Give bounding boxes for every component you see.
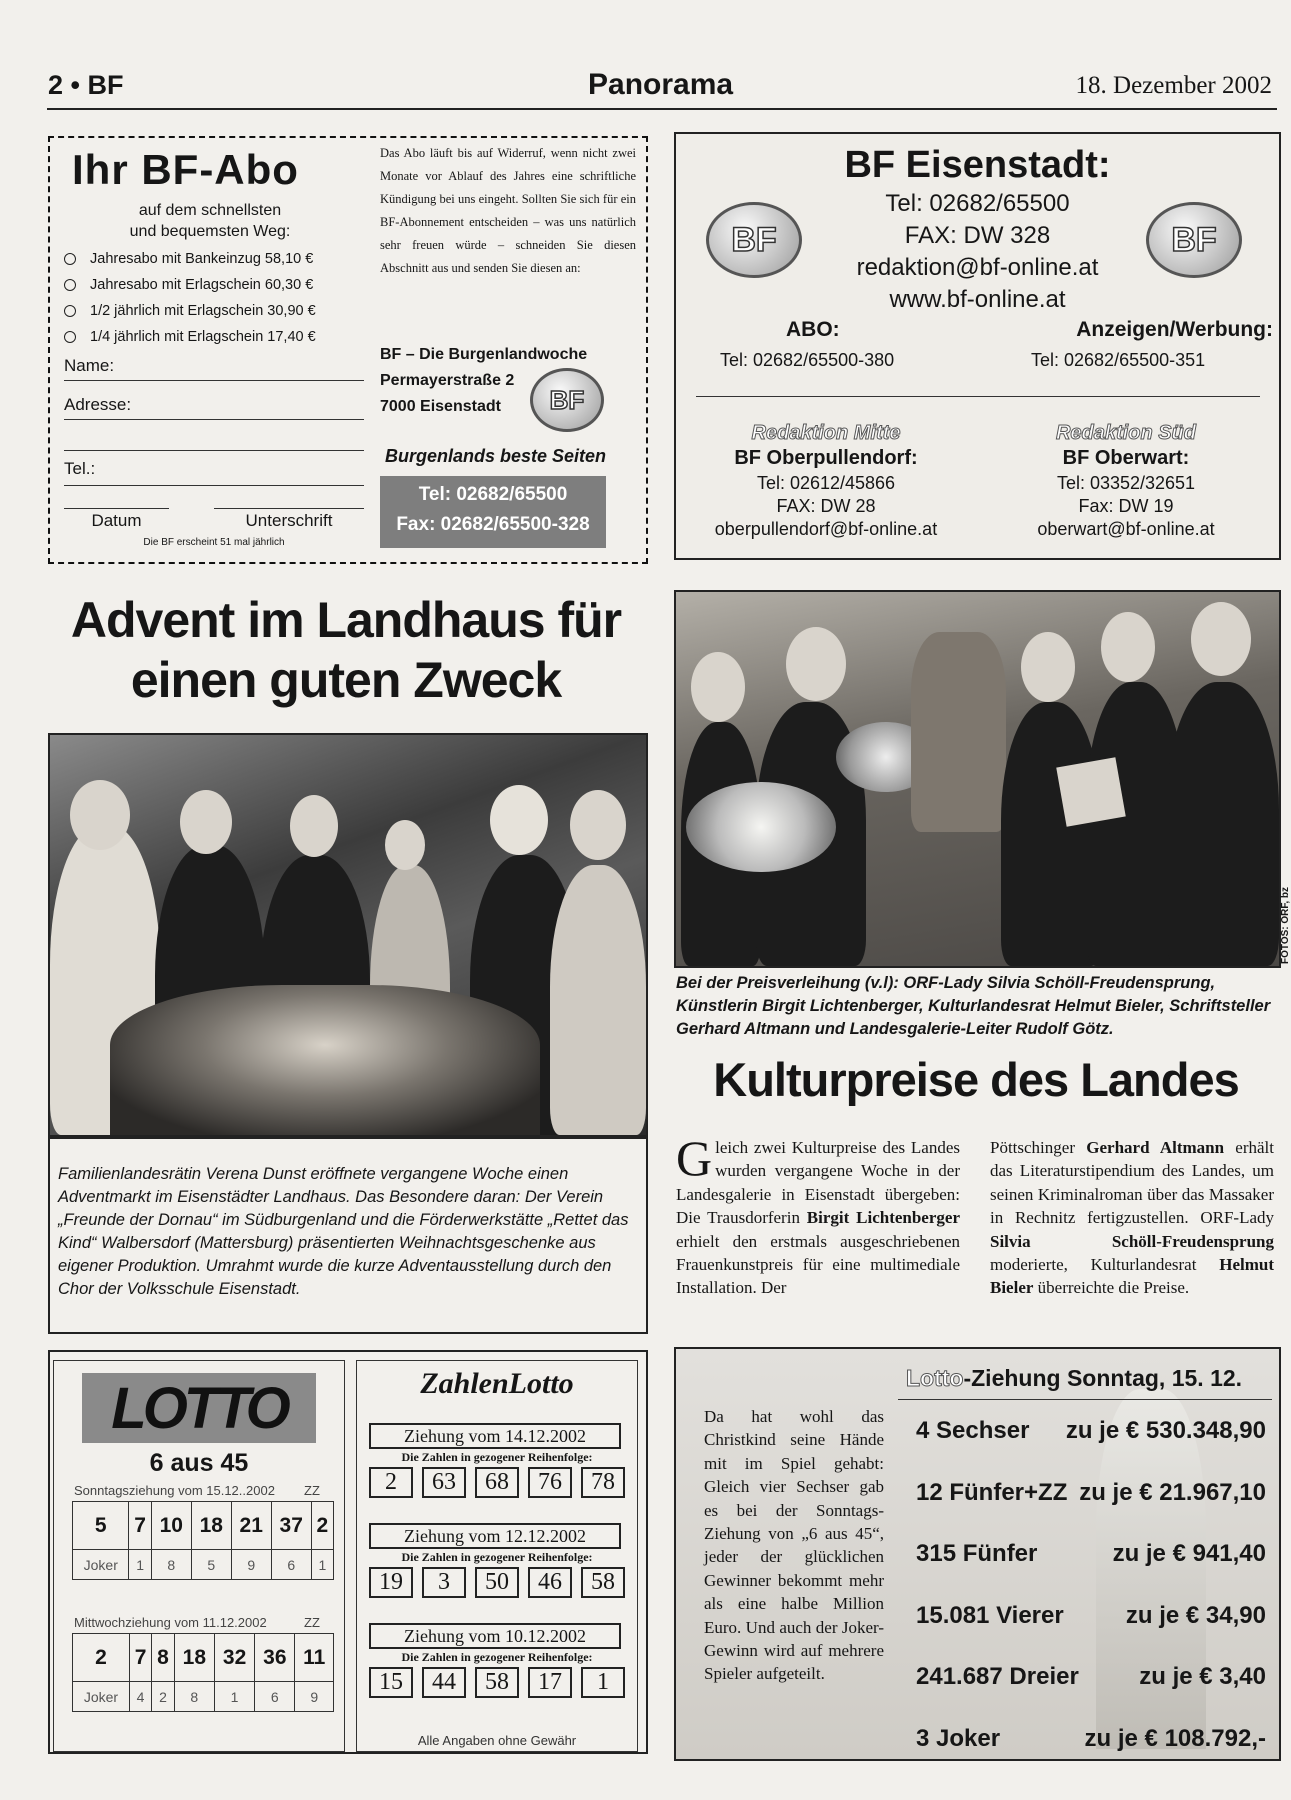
abo-option[interactable]: 1/4 jährlich mit Erlagschein 17,40 € — [64, 324, 316, 350]
abo-subtitle: auf dem schnellsten und bequemsten Weg: — [129, 202, 291, 240]
kultur-photo — [674, 590, 1281, 968]
abo-tel: Tel: 02682/65500-380 — [720, 350, 895, 370]
sunday-numbers: 5 7 10 18 21 37 2 Joker 1 8 5 9 6 1 — [72, 1501, 334, 1580]
office-sued: Redaktion Süd BF Oberwart: Tel: 03352/32651 Fax: DW 19 oberwart@bf-online.at — [976, 422, 1276, 541]
advent-photo — [48, 733, 648, 1137]
name-field[interactable]: Name: — [64, 356, 364, 381]
radio-button[interactable] — [64, 253, 76, 265]
winnings-row: 241.687 Dreier zu je € 3,40 — [916, 1663, 1266, 1690]
abo-label: ABO: — [786, 318, 840, 341]
advent-caption-box — [48, 1137, 648, 1334]
office-mitte: Redaktion Mitte BF Oberpullendorf: Tel: 02612/45866 FAX: DW 28 oberpullendorf@bf-online.at — [676, 422, 976, 541]
bf-logo: BF — [530, 368, 604, 432]
lotto-game: 6 aus 45 — [149, 1449, 249, 1477]
winnings-row: 12 Fünfer+ZZ zu je € 21.967,10 — [916, 1478, 1266, 1506]
date-field[interactable]: Datum — [64, 508, 169, 531]
ads-label: Anzeigen/Werbung: — [1076, 318, 1273, 341]
winnings-row: 4 Sechser zu je € 530.348,90 — [916, 1417, 1266, 1444]
signature-field[interactable]: Unterschrift — [214, 508, 364, 531]
tel-field[interactable]: Tel.: — [64, 459, 364, 486]
zahlenlotto — [356, 1360, 638, 1752]
advent-caption: Familienlandesrätin Verena Dunst eröffnete vergangene Woche einen Adventmarkt im Eisenstädter Landhaus. Das Besondere daran: Der Verein „Freunde der Dornau“ im Südburgenland und die Förderwerkstätte „Rettet das Kind“ Walbersdorf (Mattersburg) präsentierten Weihnachtsgeschenke aus eigener Produktion. Umrahmt wurde die kurze Adventausstellung durch den Chor der Volksschule Eisenstadt. — [58, 1165, 629, 1298]
section-title: Panorama — [588, 68, 734, 101]
radio-button[interactable] — [64, 279, 76, 291]
winnings-row: 3 Joker zu je € 108.792,- — [916, 1724, 1266, 1752]
draw-3: Ziehung vom 10.12.2002 Die Zahlen in gezogener Reihenfolge: 15 44 58 17 1 — [369, 1623, 625, 1698]
bf-logo-left: BF — [706, 202, 802, 278]
kultur-col-1: Gleich zwei Kulturpreise des Landes wurden vergangene Woche in der Landesgalerie in Eisenstadt übergeben: Die Trausdorferin Birgit Lichtenberger erhielt den erstmals ausgeschriebenen Frauenkunstpreis für eine multimediale Installation. Der — [676, 1130, 960, 1298]
abo-option[interactable]: 1/2 jährlich mit Erlagschein 30,90 € — [64, 298, 316, 324]
abo-option[interactable]: Jahresabo mit Erlagschein 60,30 € — [64, 272, 316, 298]
sued-email[interactable]: oberwart@bf-online.at — [1037, 519, 1215, 539]
lotto-winnings — [674, 1347, 1281, 1761]
drop-cap: G — [676, 1130, 713, 1186]
page-number: 2 • BF — [48, 70, 124, 100]
photo-credit: FOTOS: ORF, bz — [1280, 886, 1291, 964]
zz-label-2: ZZ — [304, 1615, 320, 1630]
kultur-headline: Kulturpreise des Landes — [713, 1053, 1239, 1106]
draw-1: Ziehung vom 14.12.2002 Die Zahlen in gezogener Reihenfolge: 2 63 68 76 78 — [369, 1423, 625, 1498]
abo-terms: Das Abo läuft bis auf Widerruf, wenn nicht zwei Monate vor Ablauf des Jahres eine schriftliche Kündigung bei uns eingeht. Sollten Sie sich für ein BF-Abonnement entscheiden – was uns natürlich sehr freuen würde – schneiden Sie diesen Abschnitt aus und senden Sie diesen an: — [380, 146, 636, 275]
title-rule — [898, 1399, 1272, 1400]
issue-date: 18. Dezember 2002 — [1075, 72, 1272, 99]
contact-email[interactable]: redaktion@bf-online.at — [856, 254, 1099, 281]
contact-main: Tel: 02682/65500 FAX: DW 328 redaktion@bf-online.at www.bf-online.at — [676, 188, 1279, 316]
advent-headline: Advent im Landhaus für einen guten Zweck — [70, 592, 622, 708]
contact-divider — [696, 396, 1260, 397]
header-rule — [47, 108, 1277, 110]
address-field-2[interactable] — [64, 428, 364, 451]
contact-web[interactable]: www.bf-online.at — [889, 286, 1066, 313]
abo-title: Ihr BF-Abo — [72, 146, 299, 193]
winnings-row: 315 Fünfer zu je € 941,40 — [916, 1540, 1266, 1567]
disclaimer: Alle Angaben ohne Gewähr — [417, 1733, 577, 1748]
winnings-row: 15.081 Vierer zu je € 34,90 — [916, 1601, 1266, 1629]
winnings-title: Lotto-Ziehung Sonntag, 15. 12. — [906, 1365, 1243, 1391]
zz-label: ZZ — [304, 1483, 320, 1498]
abo-form — [64, 356, 364, 548]
radio-button[interactable] — [64, 331, 76, 343]
address-field[interactable]: Adresse: — [64, 395, 364, 420]
contact-box — [674, 132, 1281, 560]
wed-label: Mittwochziehung vom 11.12.2002 — [74, 1615, 267, 1630]
abo-slogan: Burgenlands beste Seiten — [385, 446, 607, 466]
abo-contact-box: Tel: 02682/65500 Fax: 02682/65500-328 — [380, 476, 606, 548]
contact-title: BF Eisenstadt: — [844, 144, 1111, 186]
page-header — [48, 70, 1278, 106]
wed-numbers: 2 7 8 18 32 36 11 Joker 4 2 8 1 6 9 — [72, 1633, 334, 1712]
mitte-email[interactable]: oberpullendorf@bf-online.at — [714, 519, 938, 539]
kultur-photo-caption: Bei der Preisverleihung (v.l): ORF-Lady Silvia Schöll-Freudensprung, Künstlerin Birgit Lichtenberger, Kulturlandesrat Helmut Bieler, Schriftsteller Gerhard Altmann und Landesgalerie-Leiter Rudolf Götz. — [676, 974, 1271, 1038]
draw-2: Ziehung vom 12.12.2002 Die Zahlen in gezogener Reihenfolge: 19 3 50 46 58 — [369, 1523, 625, 1598]
kultur-col-2: Pöttschinger Gerhard Altmann erhält das Literaturstipendium des Landes, um seinen Kriminalroman über das Massaker in Rechnitz fertigzustellen. ORF-Lady Silvia Schöll-Freudensprung moderierte, Kulturlandesrat Helmut Bieler überreichte die Preise. — [990, 1138, 1275, 1298]
ads-tel: Tel: 02682/65500-351 — [1031, 350, 1206, 370]
lotto-panel — [48, 1350, 648, 1754]
subscription-coupon — [48, 136, 648, 564]
abo-options — [64, 246, 316, 350]
bf-logo-right: BF — [1146, 202, 1242, 278]
zahlenlotto-logo: ZahlenLotto — [420, 1367, 574, 1400]
winnings-table — [916, 1417, 1266, 1765]
abo-option[interactable]: Jahresabo mit Bankeinzug 58,10 € — [64, 246, 316, 272]
abo-address: BF – Die Burgenlandwoche Permayerstraße 2 7000 Eisenstadt — [380, 346, 588, 415]
winnings-text: Da hat wohl das Christkind seine Hände mit im Spiel gehabt: Gleich vier Sechser gab es bei der Sonntags-Ziehung von „6 aus 45“, jeder der glücklichen Gewinner bekommt mehr als eine halbe Million Euro. Und auch der Joker-Gewinn wird auf mehrere Spieler aufgeteilt. — [704, 1407, 884, 1684]
sunday-label: Sonntagsziehung vom 15.12..2002 — [74, 1483, 275, 1498]
lotto-6aus45 — [53, 1360, 345, 1752]
frequency-note: Die BF erscheint 51 mal jährlich — [143, 537, 285, 548]
radio-button[interactable] — [64, 305, 76, 317]
lotto-logo: LOTTO — [82, 1373, 316, 1443]
